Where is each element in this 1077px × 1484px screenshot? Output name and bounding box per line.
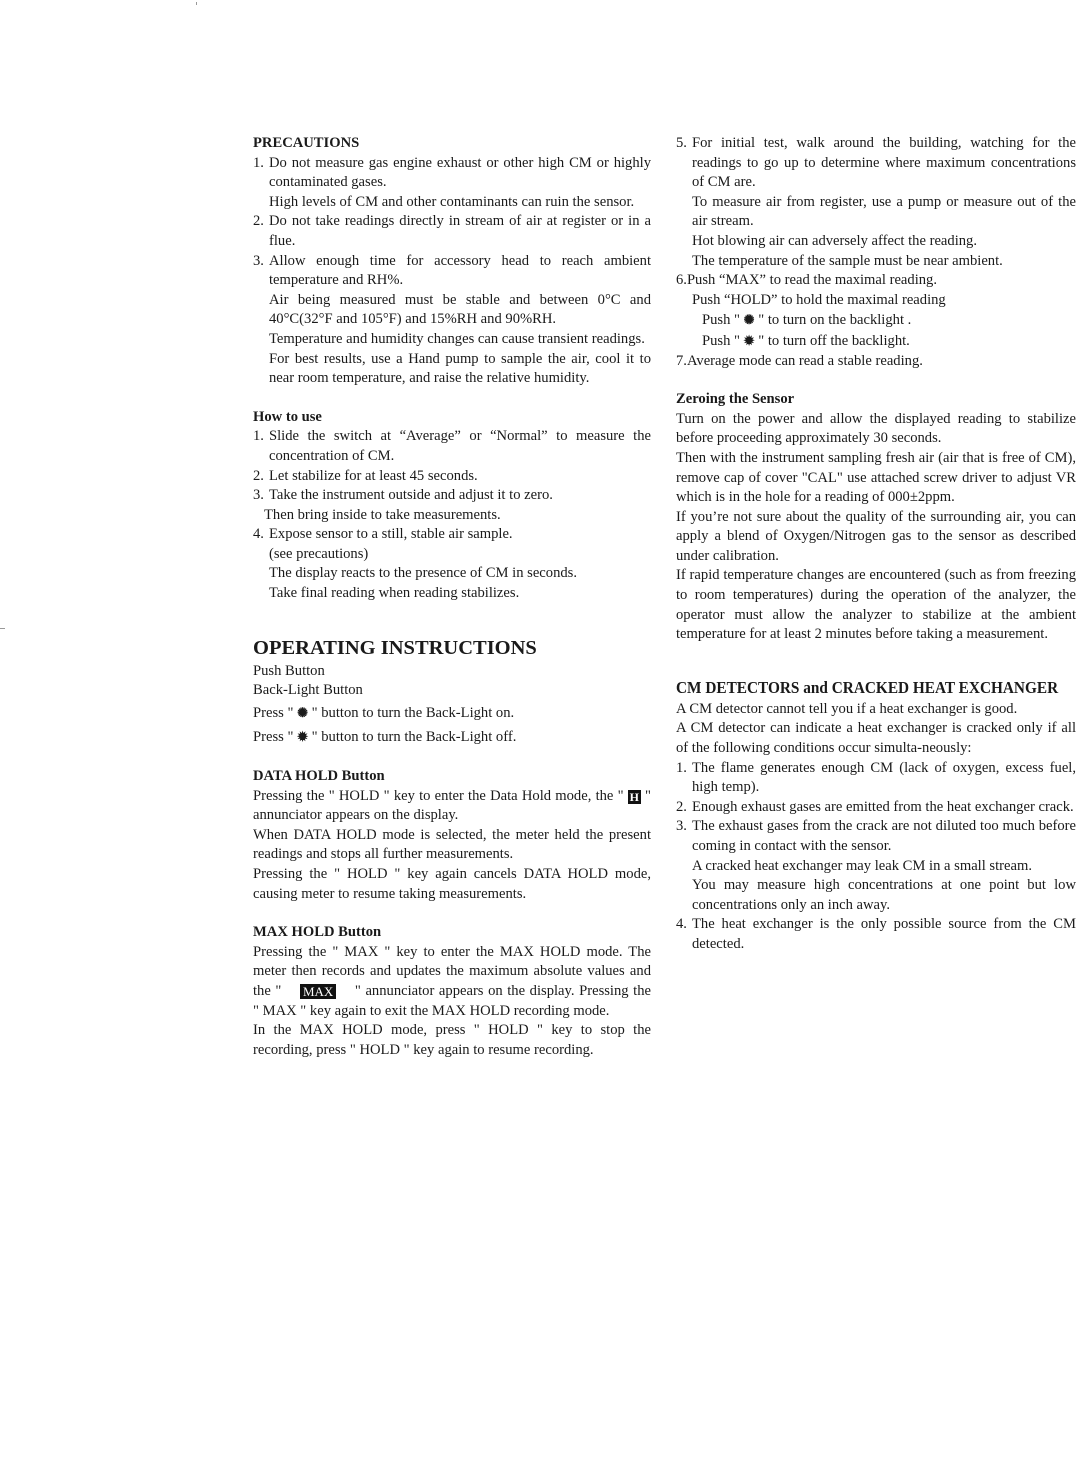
backlight-on-icon: ✺ [297,704,308,720]
cm-detectors-title: CM DETECTORS and CRACKED HEAT EXCHANGER [676,677,1059,697]
list-item [253,525,651,603]
max-hold-section [253,923,651,1060]
cm-detectors-section [676,677,1076,955]
list-text: A cracked heat exchanger may leak CM in a small stream. [692,857,1032,874]
list-item [676,759,1076,798]
push-button-label: Push Button [253,662,325,679]
max-hold-paragraph: In the MAX HOLD mode, press " HOLD " key to stop the recording, press " HOLD " key again to resume recording. [253,1022,651,1058]
data-hold-paragraph: Pressing the " HOLD " key again cancels DATA HOLD mode, causing meter to resume taking measurements. [253,866,651,902]
list-item [253,154,651,213]
item-number: 3. [253,487,264,504]
list-item [253,467,651,487]
detectors-paragraph: A CM detector can indicate a heat exchanger is cracked only if all of the following conditions occur simulta-neously: [676,720,1076,757]
scan-speck [0,628,5,629]
precautions-title: PRECAUTIONS [253,135,360,151]
backlight-off-icon: ✹ [297,729,308,745]
list-text: You may measure high concentrations at one point but low concentrations only an inch away. [692,877,1076,913]
zeroing-paragraph: Turn on the power and allow the displayed reading to stabilize before proceeding approximately 30 seconds. [676,410,1076,447]
how-to-use-title: How to use [253,408,322,425]
item-number: 4. [253,526,264,543]
list-text: The heat exchanger is the only possible source from the CM detected. [692,916,1076,952]
max-annunciator-icon: MAX [300,984,336,999]
list-item [676,817,1076,915]
list-text: Then bring inside to take measurements. [264,506,501,523]
item-number: 2. [253,213,264,230]
list-text: Expose sensor to a still, stable air sample. [269,526,513,543]
list-item [676,915,1076,954]
max-hold-paragraph: Pressing the " MAX " key to enter the MAX HOLD mode. The meter then records and updates the maximum absolute values and the " MAX " annunciator appears on the display. Pressing the " MAX " key again to exit the MAX HOLD recording mode. [253,943,651,1019]
backlight-off-text: Push " ✹ " to turn off the backlight. [702,332,910,349]
scan-speck [196,2,197,5]
item-number: 1. [253,428,264,445]
data-hold-paragraph: When DATA HOLD mode is selected, the meter held the present readings and stops all further measurements. [253,826,651,863]
backlight-on-text: Push " ✺ " to turn on the backlight . [702,312,912,329]
list-text: Allow enough time for accessory head to reach ambient temperature and RH%. [269,252,651,289]
list-text: Do not measure gas engine exhaust or other high CM or highly contaminated gases. [269,154,651,191]
item-number: 1. [676,759,687,776]
zeroing-title: Zeroing the Sensor [676,391,795,408]
data-hold-title: DATA HOLD Button [253,768,385,785]
item-number: 5. [676,135,687,151]
list-text: The flame generates enough CM (lack of oxygen, excess fuel, high temp). [692,759,1076,796]
list-text: 6.Push “MAX” to read the maximal reading. [676,272,937,289]
backlight-off-text: Press " ✹ " button to turn the Back-Light off. [253,729,517,746]
list-text: The display reacts to the presence of CM in seconds. [269,565,578,582]
list-text: Push “HOLD” to hold the maximal reading [692,291,946,308]
how-to-use-continued [676,134,1076,371]
list-text: (see precautions) [269,545,369,562]
list-text: For initial test, walk around the building, watching for the readings to go up to determine where maximum concentrations of CM are. [692,135,1076,191]
backlight-button-label: Back-Light Button [253,682,363,699]
data-hold-section [253,767,651,904]
list-text: To measure air from register, use a pump or measure out of the air stream. [692,193,1076,230]
zeroing-paragraph: Then with the instrument sampling fresh air (air that is free of CM), remove cap of cover "CAL" use attached screw driver to adjust VR which is in the hole for a reading of 000±2ppm. [676,449,1076,506]
item-number: 3. [253,252,264,269]
detectors-paragraph: A CM detector cannot tell you if a heat exchanger is good. [676,700,1018,717]
list-text: High levels of CM and other contaminants can ruin the sensor. [269,193,635,210]
operating-instructions-title: OPERATING INSTRUCTIONS [253,636,537,659]
list-item [253,252,651,389]
list-item [676,134,1076,271]
backlight-off-icon: ✹ [743,332,755,348]
item-number: 1. [253,154,264,171]
list-text: Temperature and humidity changes can cause transient readings. [269,330,645,347]
max-hold-title: MAX HOLD Button [253,924,382,941]
zeroing-paragraph: If you’re not sure about the quality of the surrounding air, you can apply a blend of Oxygen/Nitrogen gas to the sensor as described under calibration. [676,508,1076,564]
precautions-section [253,134,651,389]
list-text: For best results, use a Hand pump to sample the air, cool it to near room temperature, and raise the relative humidity. [269,350,651,387]
list-text: Take the instrument outside and adjust it to zero. [269,487,553,504]
item-number: 3. [676,818,687,835]
list-item [676,798,1076,818]
list-item [253,427,651,466]
right-column [676,134,1076,955]
data-hold-paragraph: Pressing the " HOLD " key to enter the Data Hold mode, the " H " annunciator appears on the display. [253,787,651,824]
list-text: Slide the switch at “Average” or “Normal” to measure the concentration of CM. [269,428,651,464]
hold-annunciator-icon: H [629,789,639,804]
list-text: Air being measured must be stable and between 0°C and 40°C(32°F and 105°F) and 15%RH and 90%RH. [269,291,651,328]
list-text: The temperature of the sample must be near ambient. [692,252,1003,269]
how-to-use-section [253,408,651,604]
list-item [253,212,651,251]
zeroing-section [676,390,1076,645]
list-text: Enough exhaust gases are emitted from the heat exchanger crack. [692,798,1074,815]
list-text: Hot blowing air can adversely affect the reading. [692,232,978,249]
backlight-on-text: Press " ✺ " button to turn the Back-Light on. [253,704,515,721]
list-text: Let stabilize for at least 45 seconds. [269,467,478,484]
operating-instructions-section [253,636,651,748]
item-number: 4. [676,916,687,933]
list-text: Take final reading when reading stabilizes. [269,585,520,602]
left-column [253,134,651,1060]
zeroing-paragraph: If rapid temperature changes are encountered (such as from freezing to room temperatures) during the operation of the analyzer, the operator must allow the analyzer to stabilize at the ambient temperature for at least 2 minutes before taking a measurement. [676,567,1076,643]
list-text: 7.Average mode can read a stable reading. [676,352,923,369]
list-item [253,486,651,506]
list-text: The exhaust gases from the crack are not diluted too much before coming in contact with the sensor. [692,818,1076,854]
item-number: 2. [676,798,687,815]
list-text: Do not take readings directly in stream of air at register or in a flue. [269,213,651,249]
backlight-on-icon: ✺ [743,312,755,328]
item-number: 2. [253,467,264,484]
